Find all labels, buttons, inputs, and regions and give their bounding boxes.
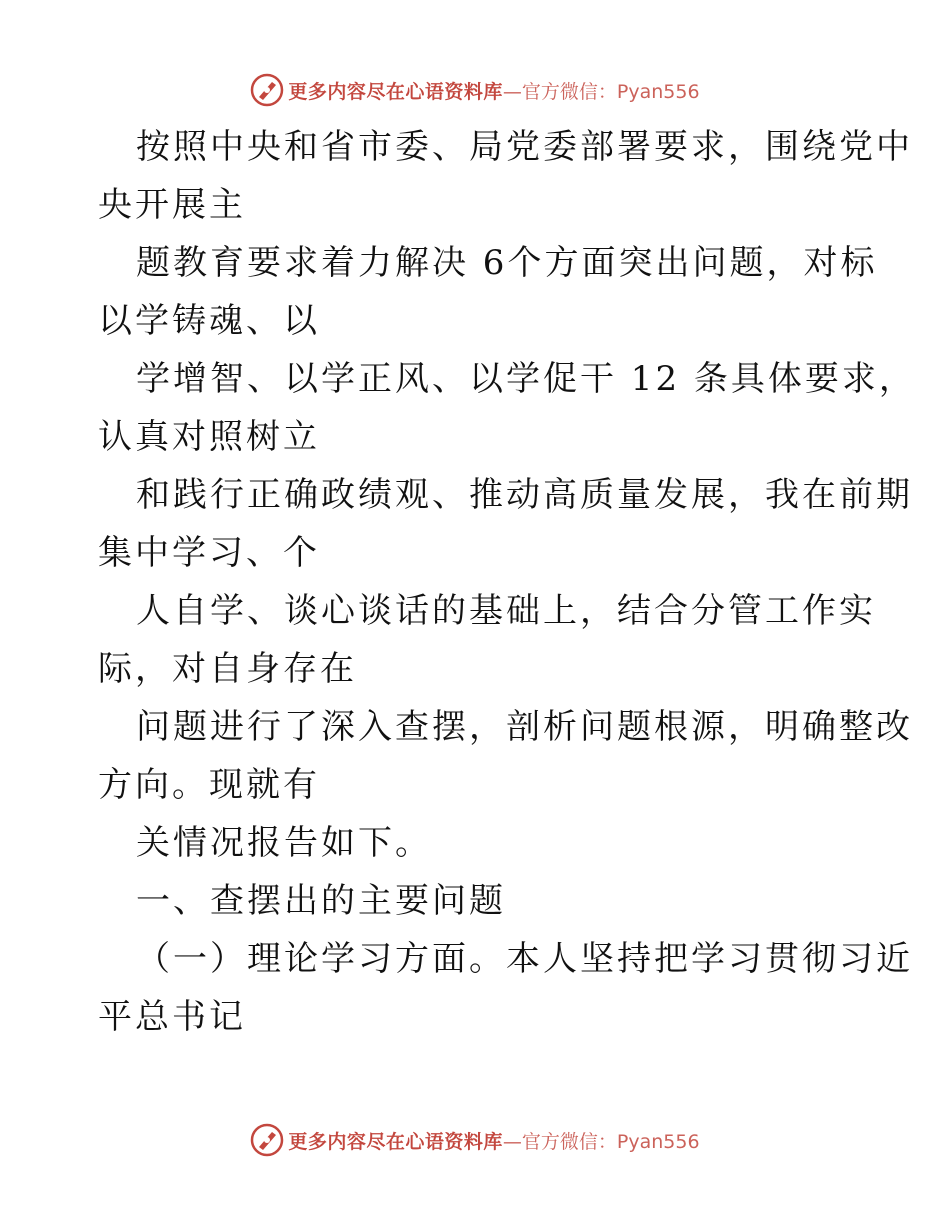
- text-line: 学增智、以学正风、以学促干 12 条具体要求，: [136, 359, 916, 399]
- pen-logo-icon: [250, 73, 284, 107]
- text-line: 方向。现就有: [98, 765, 320, 805]
- text-line: 按照中央和省市委、局党委部署要求，围绕党中: [136, 127, 913, 167]
- watermark-banner-top: [0, 70, 950, 110]
- text-line: （一）理论学习方面。本人坚持把学习贯彻习近: [136, 939, 913, 979]
- text-line: 题教育要求着力解决 6个方面突出问题，对标: [136, 243, 878, 283]
- text-line: 关情况报告如下。: [136, 823, 432, 863]
- text-line: 人自学、谈心谈话的基础上，结合分管工作实: [136, 591, 876, 631]
- text-line: 一、查摆出的主要问题: [136, 881, 506, 921]
- watermark-sub-text: —官方微信：Pyan556: [502, 80, 700, 103]
- text-line: 问题进行了深入查摆，剖析问题根源，明确整改: [136, 707, 913, 747]
- text-line: 认真对照树立: [98, 417, 320, 457]
- watermark-sub-text: —官方微信：Pyan556: [502, 1130, 700, 1153]
- watermark-banner-bottom: [0, 1120, 950, 1160]
- watermark-main-text: 更多内容尽在心语资料库: [288, 80, 503, 103]
- text-line: 央开展主: [98, 185, 246, 225]
- document-body: [98, 118, 916, 1046]
- text-line: 际，对自身存在: [98, 649, 357, 689]
- text-line: 平总书记: [98, 997, 246, 1037]
- text-line: 以学铸魂、以: [98, 301, 320, 341]
- text-line: 和践行正确政绩观、推动高质量发展，我在前期: [136, 475, 913, 515]
- watermark-main-text: 更多内容尽在心语资料库: [288, 1130, 503, 1153]
- pen-logo-icon: [250, 1123, 284, 1157]
- text-line: 集中学习、个: [98, 533, 320, 573]
